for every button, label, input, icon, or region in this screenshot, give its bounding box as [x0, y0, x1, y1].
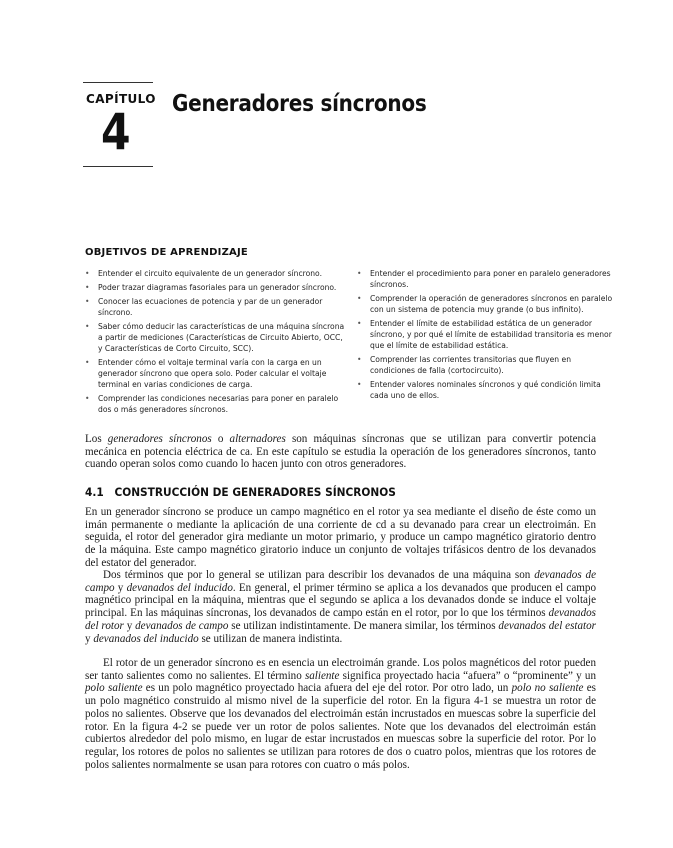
objective-item [85, 357, 347, 390]
paragraph-text: El rotor de un generador síncrono es en esencia un electroimán grande. Los polos magnéticos del rotor pueden ser tanto salientes como no salientes. El término [85, 657, 596, 682]
objective-item [85, 268, 347, 279]
chapter-label: CAPÍTULO [86, 92, 156, 106]
objective-item [85, 282, 347, 293]
objective-item [85, 296, 347, 318]
chapter-rule-top [83, 82, 153, 83]
objective-text: Entender el circuito equivalente de un generador síncrono. [98, 269, 322, 278]
paragraph-text: y [123, 619, 136, 632]
objective-text: Comprender las corrientes transitorias que fluyen en condiciones de falla (cortocircuito). [370, 355, 572, 375]
bullet-icon: • [357, 355, 362, 364]
body-paragraph [85, 657, 596, 771]
paragraph-text: Dos términos que por lo general se utilizan para describir los devanados de una máquina son [103, 569, 535, 581]
objective-item [357, 318, 615, 351]
paragraph-text: . En general, el primer término se aplica a los devanados que producen el campo magnético principal en la máquina, mientras que el segundo se aplica a los devanados donde se induce el voltaje principal. En las máquinas síncronas, los devanados de campo están en el rotor, por lo que los términos [85, 581, 597, 620]
paragraph-text: y [114, 581, 127, 594]
objective-item [357, 293, 615, 315]
section-heading [85, 485, 396, 499]
objective-text: Comprender las condiciones necesarias para poner en paralelo dos o más generadores síncronos. [98, 394, 339, 414]
chapter-number: 4 [101, 103, 131, 161]
paragraph-text: y [85, 632, 94, 645]
objective-text: Saber cómo deducir las características de una máquina síncrona a partir de mediciones (Características de Circuito Abierto, OCC, y Características de Corto Circuito, SCC). [98, 322, 345, 353]
intro-emphasis: alternadores [229, 433, 286, 445]
objective-text: Entender cómo el voltaje terminal varía con la carga en un generador síncrono que opera solo. Poder calcular el voltaje terminal en varias condiciones de carga. [98, 358, 327, 389]
chapter-rule-bottom [83, 166, 153, 167]
bullet-icon: • [85, 283, 90, 292]
body-paragraph [85, 569, 596, 645]
objective-text: Entender el límite de estabilidad estática de un generador síncrono, y por qué el límite de estabilidad transitoria es menor que el límite de estabilidad estática. [370, 319, 612, 350]
bullet-icon: • [357, 269, 362, 278]
objective-text: Entender el procedimiento para poner en paralelo generadores síncronos. [370, 269, 611, 289]
term-emphasis: devanados de campo [85, 569, 596, 594]
paragraph-text: se utilizan indistintamente. De manera similar, los términos [228, 619, 499, 632]
term-emphasis: polo saliente [85, 682, 143, 695]
bullet-icon: • [357, 380, 362, 389]
objective-text: Poder trazar diagramas fasoriales para un generador síncrono. [98, 283, 337, 292]
term-emphasis: devanados del rotor [85, 607, 596, 632]
chapter-title: Generadores síncronos [172, 91, 427, 117]
term-emphasis: devanados del inducido [126, 581, 233, 594]
objective-text: Entender valores nominales síncronos y qué condición limita cada uno de ellos. [370, 380, 601, 400]
objective-item [357, 379, 615, 401]
bullet-icon: • [85, 297, 90, 306]
objectives-heading: OBJETIVOS DE APRENDIZAJE [85, 247, 248, 258]
objectives-list-right [357, 268, 615, 404]
bullet-icon: • [85, 394, 90, 403]
objective-item [85, 393, 347, 415]
objective-item [85, 321, 347, 354]
paragraph-text: es un polo magnético proyectado hacia afuera del eje del rotor. Por otro lado, un [142, 682, 512, 695]
bullet-icon: • [85, 322, 90, 331]
term-emphasis: devanados del estator [498, 619, 596, 632]
paragraph-text: se utilizan de manera indistinta. [198, 632, 343, 645]
intro-text: Los [85, 433, 108, 445]
objective-item [357, 268, 615, 290]
objectives-list-left [85, 268, 347, 418]
objective-item [357, 354, 615, 376]
term-emphasis: devanados del inducido [93, 632, 199, 645]
bullet-icon: • [85, 269, 90, 278]
term-emphasis: polo no saliente [511, 682, 584, 695]
bullet-icon: • [357, 319, 362, 328]
section-title: CONSTRUCCIÓN DE GENERADORES SÍNCRONOS [114, 485, 396, 499]
intro-text: o [211, 433, 230, 445]
term-emphasis: saliente [304, 669, 340, 682]
intro-emphasis: generadores síncronos [107, 433, 212, 445]
paragraph-text: significa proyectado hacia “afuera” o “prominente” y un [339, 669, 596, 682]
intro-text: son máquinas síncronas que se utilizan para convertir potencia mecánica en potencia eléctrica de ca. En este capítulo se estudia la operación de los generadores síncronos, tanto cuando operan solos como cuando lo hacen junto con otros generadores. [85, 433, 597, 471]
intro-paragraph [85, 433, 596, 471]
bullet-icon: • [85, 358, 90, 367]
paragraph-text: es un polo magnético construido al mismo nivel de la superficie del rotor. En la figura 4-1 se muestra un rotor de polos no salientes. Observe que los devanados del electroimán están incrustados en muescas sobre la superficie del rotor. En la figura 4-2 se puede ver un rotor de polos salientes. Note que los devanados del electroimán están cubiertos alrededor del polo mismo, en lugar de estar incrustados en muescas sobre la superficie del rotor. Por lo regular, los rotores de polos no salientes se utilizan para rotores de dos o cuatro polos, mientras que los rotores de polos salientes normalmente se usan para rotores con cuatro o más polos. [85, 682, 596, 771]
objective-text: Conocer las ecuaciones de potencia y par de un generador síncrono. [98, 297, 323, 317]
body-paragraph: En un generador síncrono se produce un campo magnético en el rotor ya sea mediante el diseño de éste como un imán permanente o mediante la aplicación de una corriente de cd a su devanado para crear un electroimán. En seguida, el rotor del generador gira mediante un motor primario, y produce un campo magnético giratorio dentro de la máquina. Este campo magnético giratorio induce un conjunto de voltajes trifásicos dentro de los devanados del estator del generador. [85, 506, 596, 569]
term-emphasis: devanados de campo [135, 619, 229, 632]
section-number: 4.1 [85, 485, 104, 499]
objective-text: Comprender la operación de generadores síncronos en paralelo con un sistema de potencia muy grande (o bus infinito). [370, 294, 613, 314]
bullet-icon: • [357, 294, 362, 303]
